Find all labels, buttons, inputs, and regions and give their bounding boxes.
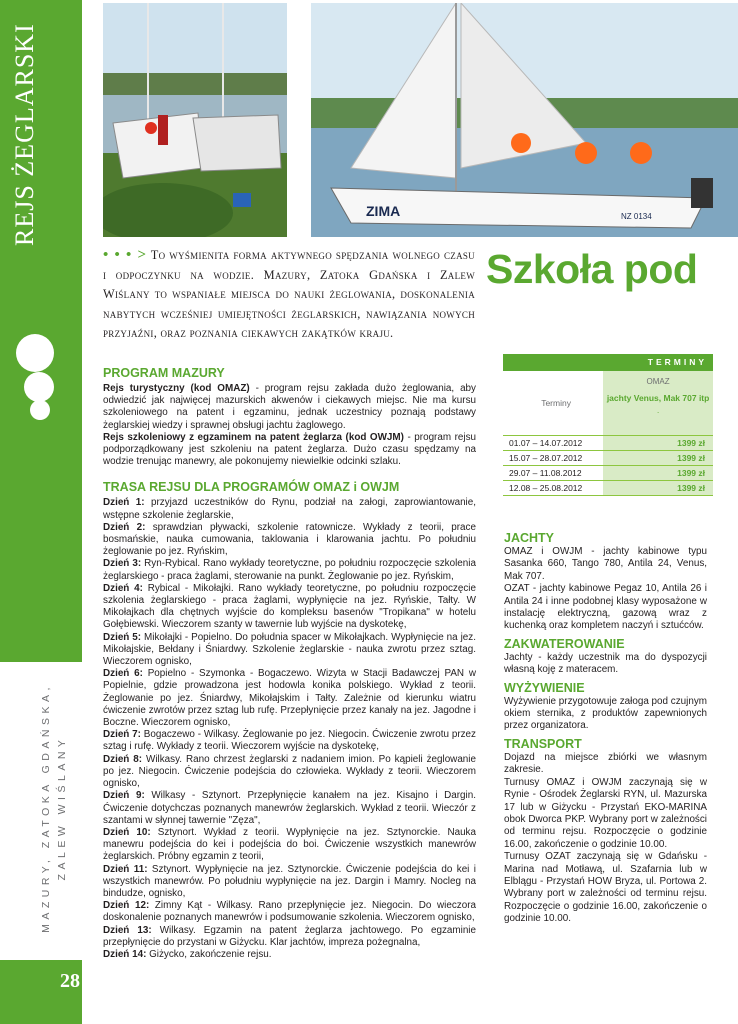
terms-code-block — [603, 371, 713, 436]
route-day-label: Dzień 9: — [103, 790, 145, 802]
route-day — [103, 827, 476, 864]
route-day-label: Dzień 13: — [103, 924, 152, 936]
route-day-text: Rybical - Mikołajki. Rano wykłady teoretyczne, po południu rozpoczęcie szkolenia żeglarskiego - praca żaglami, wypłynięcie na jez. Ryńskie, Tałty. W Mikołajkach dla chętnych wyjście do kompleksu basenów "Tropikana" w hotelu Gołębiewski. Wieczorem szanty w tawernie lub wyjście na dyskotekę, — [103, 582, 476, 631]
intro-paragraph — [103, 246, 475, 344]
terms-label: Terminy — [503, 371, 603, 436]
sidebar — [0, 0, 82, 1024]
route-heading: TRASA REJSU DLA PROGRAMÓW OMAZ i OWJM — [103, 480, 400, 495]
terms-row-price: 1399 zł — [603, 436, 713, 450]
route-day-label: Dzień 5: — [103, 631, 142, 643]
route-day-label: Dzień 8: — [103, 753, 143, 765]
page-number: 28 — [60, 970, 80, 992]
route-day-label: Dzień 3: — [103, 558, 142, 570]
decor-dot-large — [16, 334, 54, 372]
terms-row — [503, 481, 713, 496]
program-owjm-label: Rejs szkoleniowy z egzaminem na patent żeglarza (kod OWJM) — [103, 431, 404, 443]
zakwaterowanie-text: Jachty - każdy uczestnik ma do dyspozycji własną koję z materacem. — [504, 651, 707, 676]
zakwaterowanie-heading: ZAKWATEROWANIE — [504, 636, 625, 651]
route-day-label: Dzień 1: — [103, 497, 145, 509]
jachty-heading: JACHTY — [504, 531, 555, 545]
wyzywienie-text: Wyżywienie przygotowuje załoga pod czujnym okiem sternika, z produktów zapewnionych przez organizatora. — [504, 695, 707, 732]
route-days — [103, 497, 476, 961]
route-day-text: Zimny Kąt - Wilkasy. Rano przepłynięcie jez. Niegocin. Do wieczora doskonalenie poznanych manewrów i podsumowanie szkolenia. Wieczorem ognisko, — [103, 900, 476, 924]
terms-code: OMAZ — [646, 377, 670, 386]
transport-text-1: Dojazd na miejsce zbiórki we własnym zakresie. — [504, 751, 707, 776]
route-day-text: Giżycko, zakończenie rejsu. — [146, 948, 272, 960]
terms-row-dates: 01.07 – 14.07.2012 — [509, 438, 583, 448]
terms-row-price: 1399 zł — [603, 451, 713, 465]
terms-heading: TERMINY — [503, 354, 713, 371]
route-day — [103, 864, 476, 901]
route-day-text: Wilkasy - Sztynort. Przepłynięcie kanałem na jez. Kisajno i Dargin. Ćwiczenie dotychczas poznanych manewrów żeglarskich. Wykład z teorii. Wieczór z szantami w słynnej tawernie "Zęza", — [103, 790, 476, 826]
route-day-text: Bogaczewo - Wilkasy. Żeglowanie po jez. Niegocin. Ćwiczenie zwrotu przez sztag i rufę. Wykłady z teorii. Wieczorem wyjście na dyskotekę, — [103, 729, 476, 753]
intro-text: To wyśmienita forma aktywnego spędzania wolnego czasu i odpoczynku na wodzie. Mazury, Zatoka Gdańska i Zalew Wiślany to wspaniałe miejsca do nauki żeglowania, doskonalenia nabytych wcześniej umiejętności żeglarskich, nawiązania nowych przyjaźni, oraz poznania ciekawych zakątków kraju. — [103, 248, 475, 341]
route-day — [103, 900, 476, 924]
terms-row — [503, 466, 713, 481]
route-day-text: Sztynort. Wykład z teorii. Wypłynięcie na jez. Sztynorckie. Nauka manewru podejścia do kei i podejścia do boi. Ćwiczenie wszystkich manewrów żeglarskich. Próbny egzamin z teorii, — [103, 826, 476, 863]
terms-table — [503, 354, 713, 496]
terms-row-dates: 29.07 – 11.08.2012 — [509, 468, 582, 478]
route-day-text: Wilkasy. Egzamin na patent żeglarza jachtowego. Po egzaminie przepłynięcie do przystani w Giżycku. Klar jachtów, impreza pożegnalna, — [103, 924, 476, 948]
route-day-label: Dzień 11: — [103, 863, 148, 875]
route-day-text: Popielno - Szymonka - Bogaczewo. Wizyta w Stacji Badawczej PAN w Popielnie, gdzie prowadzona jest hodowla konika polskiego. Wykład z teorii. Żeglowanie po jez. Śniardwy, Mikołajskim i Tałty. Zależnie od kierunku wiatru ćwiczenie zwrotów przez sztag lub rufę. Przepłynięcie przez kanały na jez. Jagodne i Boczne. Wieczorem ognisko, — [103, 668, 476, 729]
boat-name: ZIMA — [366, 203, 401, 219]
decor-dot-medium — [24, 372, 54, 402]
program-omaz-text: - program rejsu zakłada dużo żeglowania, aby odwiedzić jak najwięcej mazurskich akwenów i ciekawych miejsc. Nie ma kursu szkoleniowego na patent i egzaminu, jednak uczestnicy poznają podstawy żeglarskiej wiedzy i sprawnej obsługi jachtu żaglowego. — [103, 383, 476, 431]
transport-heading: TRANSPORT — [504, 736, 582, 751]
sail-number: NZ 0134 — [621, 212, 652, 221]
route-day-text: przyjazd uczestników do Rynu, podział na załogi, zaprowiantowanie, wstępne szkolenie żeglarskie, — [103, 497, 476, 521]
photo-moored-yachts — [103, 3, 287, 237]
photo-sailing-yacht — [311, 3, 738, 237]
jachty-text-1: OMAZ i OWJM - jachty kabinowe typu Sasanka 660, Tango 780, Antila 24, Venus, Mak 707. — [504, 546, 707, 582]
route-day-label: Dzień 2: — [103, 521, 146, 533]
terms-rows — [503, 436, 713, 496]
route-day-text: Wilkasy. Rano chrzest żeglarski z nadaniem imion. Po kąpieli żeglowanie po jez. Niegocin. Ćwiczenie podejścia do człowieka. Wykłady z teorii. Wieczorem ognisko, — [103, 753, 476, 790]
program-owjm — [103, 432, 476, 469]
terms-row — [503, 451, 713, 466]
route-day-label: Dzień 10: — [103, 826, 151, 838]
route-day — [103, 949, 476, 961]
program-omaz-label: Rejs turystyczny (kod OMAZ) — [103, 383, 250, 394]
main-column — [103, 366, 476, 961]
route-day-label: Dzień 6: — [103, 668, 143, 680]
terms-row-dates: 15.07 – 28.07.2012 — [509, 453, 583, 463]
route-day-text: Sztynort. Wypłynięcie na jez. Sztynorckie. Ćwiczenie podejścia do kei i wszystkich manewrów. Po południu wypłynięcie na jez. Dargin i Mamry. Nocleg na bindudze, ognisko, — [103, 863, 477, 899]
jachty-text-2: OZAT - jachty kabinowe Pegaz 10, Antila 26 i Antila 24 i inne podobnej klasy wyposażone w instalację elektryczną, gazową wraz z kuchenką oraz kompletem naczyń i sztućców. — [504, 583, 707, 632]
route-day — [103, 925, 476, 949]
page-title: Szkoła pod — [486, 246, 698, 292]
route-day — [103, 497, 476, 521]
route-day-text: sprawdzian pływacki, szkolenie ratownicze. Wykłady z teorii, prace bosmańskie, nauka cumowania, taklowania i klarowania jachtu. Po południu żeglowanie po jez. Ryńskim, — [103, 521, 476, 558]
arrow-bullets-icon: • • • > — [103, 247, 148, 263]
right-column — [504, 527, 707, 929]
terms-row-price: 1399 zł — [603, 481, 713, 495]
route-day — [103, 583, 476, 632]
route-day-label: Dzień 4: — [103, 582, 143, 594]
terms-row-price: 1399 zł — [603, 466, 713, 480]
terms-header-block — [503, 371, 713, 436]
route-day-text: Mikołajki - Popielno. Do południa spacer w Mikołajkach. Wypłynięcie na jez. Mikołajskie, Bełdany i Śniardwy. Szkolenie żeglarskie - nauka zwrotu przez sztag. Wieczorem ognisko, — [103, 631, 476, 668]
route-day — [103, 729, 476, 753]
wyzywienie-heading: WYŻYWIENIE — [504, 680, 585, 695]
route-day-label: Dzień 7: — [103, 729, 141, 741]
route-day — [103, 668, 476, 729]
terms-dot: . — [656, 406, 660, 415]
route-day — [103, 632, 476, 669]
route-day — [103, 522, 476, 559]
terms-boats: jachty Venus, Mak 707 itp — [606, 393, 710, 403]
sidebar-subtitle: MAZURY, ZATOKA GDAŃSKA, ZALEW WIŚLANY — [40, 683, 68, 933]
route-day — [103, 790, 476, 827]
route-day — [103, 558, 476, 582]
decor-dot-small — [30, 400, 50, 420]
transport-text-3: Turnusy OZAT zaczynają się w Gdańsku - Marina nad Motławą, ul. Szafarnia lub w Elblągu - Przystań HOW Bryza, ul. Portowa 2. Wybrany port w zależności od terminu rejsu. Rozpoczęcie o godzinie 16.00, zakończenie o godzinie 10.00. — [504, 851, 707, 925]
route-day-text: Ryn-Rybical. Rano wykłady teoretyczne, po południu rozpoczęcie szkolenia żeglarskiego - praca żaglami, sterowanie na punkt. Żeglowanie po jez. Ryńskim, — [103, 558, 476, 582]
terms-row — [503, 436, 713, 451]
terms-row-dates: 12.08 – 25.08.2012 — [509, 483, 583, 493]
route-day-label: Dzień 12: — [103, 900, 150, 912]
transport-text-2: Turnusy OMAZ i OWJM zaczynają się w Rynie - Ośrodek Żeglarski RYN, ul. Mazurska 17 lub w Giżycku - Przystań EKO-MARINA obok Dworca PKP. Wybrany port w zależności od terminu rejsu. Rozpoczęcie o godzinie 16.00, zakończenie o godzinie 10.00. — [504, 776, 707, 850]
route-day — [103, 754, 476, 791]
route-day-label: Dzień 14: — [103, 948, 147, 960]
program-omaz — [103, 383, 476, 432]
sidebar-title: REJS ŻEGLARSKI — [10, 23, 39, 246]
program-owjm-text: - program rejsu podporządkowany jest szkoleniu na patent żeglarza. Dużo czasu spędzamy na wodzie trenując manewry, ale pokonujemy niewielkie odcinki szlaku. — [103, 431, 476, 468]
program-heading: PROGRAM MAZURY — [103, 366, 225, 380]
